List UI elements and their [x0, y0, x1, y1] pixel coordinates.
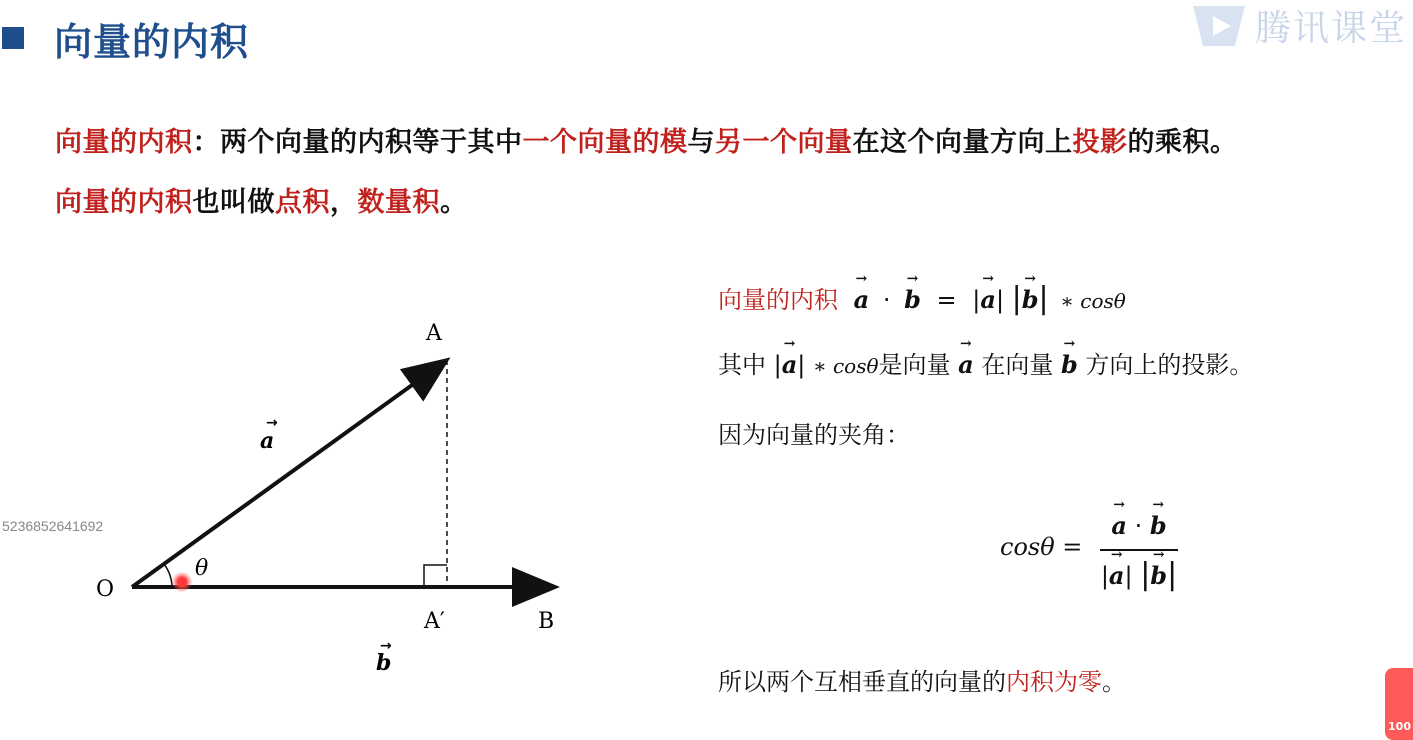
svg-text:→: → — [380, 638, 392, 654]
cos-formula — [1000, 505, 1200, 605]
line1-segment-3: 与 — [687, 127, 715, 158]
abs-vec-a: → a — [980, 285, 996, 314]
line2-segment-1: 也叫做 — [192, 187, 275, 218]
line1-segment-0: 向量的内积 — [55, 127, 193, 158]
line1-segment-4: 另一个向量 — [715, 127, 853, 158]
definition-label: 向量的内积 — [718, 286, 838, 314]
logo-text: 腾讯课堂 — [1254, 8, 1407, 49]
label-vector-a — [260, 415, 278, 454]
definition-line-2 — [55, 180, 468, 219]
abs-vec-b: → b — [1022, 285, 1039, 314]
label-O: O — [96, 577, 115, 602]
watermark-id: 5236852641692 — [2, 518, 104, 534]
line1-segment-1: ：两个向量的内积等于其中 — [192, 127, 523, 158]
dot-operator: · — [882, 286, 891, 314]
svg-text:b: b — [376, 650, 392, 676]
definition-line-1 — [55, 120, 1238, 159]
page-title: 向量的内积 — [54, 19, 250, 64]
play-logo-icon — [1185, 2, 1255, 50]
title-bar — [0, 8, 249, 68]
line2-segment-5: 。 — [440, 187, 468, 218]
line1-segment-7: 的乘积。 — [1127, 127, 1238, 158]
perpendicular-conclusion: 所以两个互相垂直的向量的内积为零。 — [718, 668, 1126, 696]
right-angle-marker — [424, 565, 447, 587]
label-theta: θ — [195, 556, 209, 581]
line1-segment-5: 在这个向量方向上 — [852, 127, 1073, 158]
equals-sign: = — [936, 286, 957, 314]
line1-segment-2: 一个向量的模 — [522, 127, 688, 158]
projection-diagram — [0, 300, 640, 720]
tencent-classroom-logo — [1185, 0, 1407, 51]
formula-lhs: cosθ = — [1000, 533, 1083, 561]
label-B: B — [538, 609, 555, 634]
title-bullet — [2, 27, 24, 49]
inner-product-definition: 向量的内积 → a · → b = |→ a| |→ b| ∗ cosθ — [718, 280, 1126, 316]
formula-numerator: → a · → b — [1100, 511, 1178, 540]
vec-b: → b — [904, 285, 921, 314]
badge-count: 100 — [1388, 720, 1411, 733]
vec-a: → a — [854, 285, 870, 314]
vector-a-line — [132, 362, 444, 587]
line2-segment-4: 数量积 — [357, 187, 440, 218]
abs-vec-a-2: → a — [782, 350, 798, 379]
line1-segment-6: 投影 — [1072, 127, 1128, 158]
pointer-cursor — [172, 572, 192, 592]
projection-explanation: 其中 |→ a| ∗ cosθ是向量 → a 在向量 → b 方向上的投影。 — [718, 345, 1253, 380]
svg-text:→: → — [266, 415, 278, 431]
line2-segment-2: 点积 — [275, 187, 330, 218]
label-A: A — [426, 321, 442, 346]
theta-arc — [164, 564, 172, 587]
line2-segment-3: ， — [330, 187, 358, 218]
formula-denominator: |→ a| |→ b| — [1100, 557, 1178, 592]
label-vector-b — [376, 638, 392, 676]
cos-term: ∗ cosθ — [1060, 289, 1126, 313]
line2-segment-0: 向量的内积 — [55, 187, 193, 218]
svg-text:a: a — [260, 428, 275, 454]
angle-intro: 因为向量的夹角： — [718, 421, 910, 449]
label-A-prime: A′ — [424, 609, 445, 634]
